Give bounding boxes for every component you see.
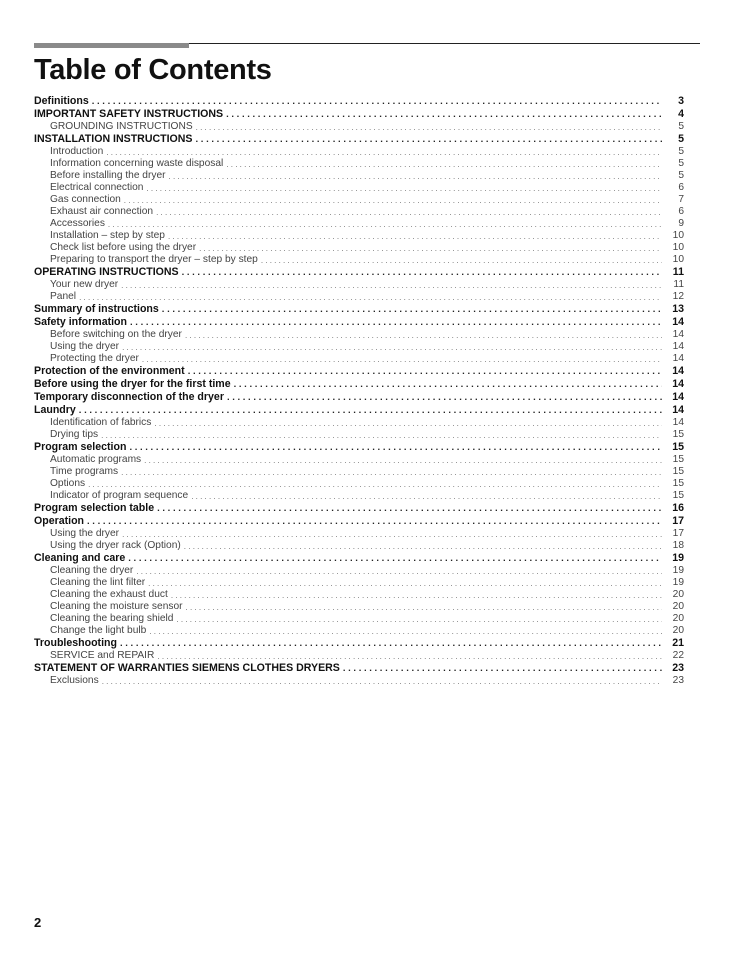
toc-section-entry[interactable]: [34, 502, 684, 514]
toc-entry-label: Summary of instructions: [34, 302, 159, 315]
toc-entry-page: 20: [672, 612, 684, 624]
toc-entry-label: Laundry: [34, 404, 76, 417]
table-of-contents: [34, 95, 684, 686]
toc-entry-label: Using the dryer: [50, 340, 120, 352]
toc-entry-label: Information concerning waste disposal: [50, 158, 224, 169]
toc-subsection-entry[interactable]: [34, 588, 684, 600]
toc-entry-label: Identification of fabrics: [50, 417, 152, 428]
dot-leader: [141, 456, 662, 465]
toc-subsection-entry[interactable]: [34, 181, 684, 193]
toc-entry-page: 23: [672, 674, 684, 686]
toc-entry-label: Exhaust air connection: [50, 205, 154, 217]
toc-entry-label: Time programs: [50, 465, 119, 477]
toc-section-entry[interactable]: [34, 404, 684, 416]
toc-entry-page: 20: [672, 600, 684, 612]
toc-entry-page: 5: [678, 121, 684, 132]
dot-leader: [223, 109, 662, 120]
toc-entry-page: 5: [678, 169, 684, 181]
dot-leader: [154, 503, 662, 514]
toc-entry-page: 9: [678, 217, 684, 229]
toc-entry-label: Panel: [50, 290, 77, 302]
toc-entry-label: GROUNDING INSTRUCTIONS: [50, 121, 193, 132]
toc-entry-label: Cleaning and care: [34, 552, 126, 565]
toc-section-entry[interactable]: [34, 95, 684, 107]
toc-section-entry[interactable]: [34, 441, 684, 453]
toc-entry-label: Preparing to transport the dryer – step by step: [50, 253, 258, 265]
toc-subsection-entry[interactable]: [34, 477, 684, 489]
toc-entry-page: 18: [672, 539, 684, 551]
toc-entry-page: 11: [672, 265, 684, 278]
toc-entry-page: 14: [672, 352, 684, 364]
dot-leader: [258, 256, 662, 265]
page-number: 2: [34, 915, 42, 930]
dot-leader: [89, 96, 662, 107]
toc-entry-label: Operation: [34, 515, 85, 528]
toc-section-entry[interactable]: [34, 662, 684, 674]
toc-entry-label: Accessories: [50, 217, 105, 229]
toc-entry-label: IMPORTANT SAFETY INSTRUCTIONS: [34, 108, 224, 121]
toc-subsection-entry[interactable]: [34, 576, 684, 588]
toc-subsection-entry[interactable]: [34, 145, 684, 157]
dot-leader: [223, 160, 662, 169]
toc-subsection-entry[interactable]: [34, 193, 684, 205]
toc-subsection-entry[interactable]: [34, 278, 684, 290]
toc-entry-label: Cleaning the exhaust duct: [50, 588, 168, 600]
dot-leader: [173, 615, 662, 624]
dot-leader: [76, 405, 662, 416]
dot-leader: [119, 343, 662, 352]
toc-entry-label: Program selection: [34, 441, 127, 454]
toc-entry-label: Definitions: [34, 94, 89, 107]
dot-leader: [125, 553, 662, 564]
toc-entry-label: Using the dryer: [50, 528, 120, 539]
dot-leader: [139, 355, 662, 364]
toc-entry-label: INSTALLATION INSTRUCTIONS: [34, 133, 193, 146]
dot-leader: [103, 148, 662, 157]
toc-entry-label: Gas connection: [50, 193, 121, 205]
dot-leader: [105, 220, 662, 229]
toc-section-entry[interactable]: [34, 391, 684, 403]
toc-entry-label: Automatic programs: [50, 454, 142, 465]
toc-entry-label: Program selection table: [34, 501, 155, 514]
toc-entry-label: Cleaning the moisture sensor: [50, 600, 183, 612]
toc-entry-page: 6: [678, 205, 684, 217]
toc-subsection-entry[interactable]: [34, 169, 684, 181]
toc-subsection-entry[interactable]: [34, 157, 684, 169]
toc-subsection-entry[interactable]: [34, 229, 684, 241]
dot-leader: [133, 567, 662, 576]
toc-subsection-entry[interactable]: [34, 120, 684, 132]
dot-leader: [183, 603, 662, 612]
toc-entry-page: 21: [672, 636, 684, 649]
toc-subsection-entry[interactable]: [34, 205, 684, 217]
toc-subsection-entry[interactable]: [34, 539, 684, 551]
toc-entry-page: 15: [672, 489, 684, 501]
dot-leader: [84, 516, 662, 527]
toc-entry-page: 4: [678, 108, 684, 121]
toc-entry-label: Before using the dryer for the first time: [34, 377, 231, 390]
toc-section-entry[interactable]: [34, 303, 684, 315]
toc-entry-page: 14: [672, 377, 684, 390]
dot-leader: [145, 579, 662, 588]
dot-leader: [224, 392, 662, 403]
toc-subsection-entry[interactable]: [34, 253, 684, 265]
toc-section-entry[interactable]: [34, 108, 684, 120]
toc-entry-label: Drying tips: [50, 428, 99, 440]
toc-subsection-entry[interactable]: [34, 624, 684, 636]
dot-leader: [119, 530, 662, 539]
header-accent-bar: [34, 43, 189, 48]
toc-entry-label: Installation – step by step: [50, 229, 165, 241]
toc-subsection-entry[interactable]: [34, 489, 684, 501]
toc-entry-page: 14: [672, 364, 684, 377]
dot-leader: [196, 244, 662, 253]
dot-leader: [188, 492, 662, 501]
toc-entry-page: 14: [672, 417, 684, 428]
toc-entry-page: 15: [672, 428, 684, 440]
toc-entry-page: 10: [672, 241, 684, 253]
toc-section-entry[interactable]: [34, 378, 684, 390]
dot-leader: [126, 442, 662, 453]
toc-subsection-entry[interactable]: [34, 600, 684, 612]
dot-leader: [118, 281, 662, 290]
dot-leader: [165, 232, 662, 241]
dot-leader: [193, 134, 662, 145]
toc-entry-label: Electrical connection: [50, 181, 144, 193]
dot-leader: [182, 331, 662, 340]
toc-section-entry[interactable]: [34, 316, 684, 328]
toc-subsection-entry[interactable]: [34, 241, 684, 253]
toc-entry-label: Exclusions: [50, 674, 99, 686]
dot-leader: [168, 591, 662, 600]
toc-entry-page: 22: [672, 649, 684, 661]
toc-entry-label: Cleaning the bearing shield: [50, 612, 174, 624]
page-title: Table of Contents: [34, 54, 272, 86]
toc-section-entry[interactable]: [34, 365, 684, 377]
dot-leader: [98, 431, 662, 440]
toc-subsection-entry[interactable]: [34, 674, 684, 686]
toc-entry-page: 10: [672, 229, 684, 241]
dot-leader: [146, 627, 662, 636]
toc-entry-page: 17: [672, 528, 684, 539]
dot-leader: [76, 293, 662, 302]
toc-entry-page: 5: [678, 133, 684, 146]
toc-subsection-entry[interactable]: [34, 290, 684, 302]
toc-entry-label: Indicator of program sequence: [50, 489, 189, 501]
toc-entry-page: 20: [672, 624, 684, 636]
toc-entry-page: 19: [672, 576, 684, 588]
toc-entry-page: 7: [678, 193, 684, 205]
toc-entry-page: 14: [672, 404, 684, 417]
toc-subsection-entry[interactable]: [34, 217, 684, 229]
toc-entry-label: Check list before using the dryer: [50, 241, 197, 253]
toc-entry-page: 15: [672, 441, 684, 454]
toc-subsection-entry[interactable]: [34, 465, 684, 477]
toc-entry-label: Cleaning the dryer: [50, 565, 134, 576]
toc-subsection-entry[interactable]: [34, 328, 684, 340]
toc-entry-label: OPERATING INSTRUCTIONS: [34, 265, 179, 278]
toc-entry-page: 14: [672, 315, 684, 328]
toc-entry-page: 20: [672, 588, 684, 600]
toc-entry-page: 14: [672, 340, 684, 352]
toc-subsection-entry[interactable]: [34, 649, 684, 661]
toc-entry-page: 23: [672, 661, 684, 674]
toc-entry-page: 11: [673, 278, 684, 290]
toc-entry-page: 12: [672, 290, 684, 302]
dot-leader: [159, 304, 662, 315]
toc-subsection-entry[interactable]: [34, 453, 684, 465]
dot-leader: [85, 480, 662, 489]
toc-subsection-entry[interactable]: [34, 612, 684, 624]
toc-entry-label: Using the dryer rack (Option): [50, 539, 181, 551]
toc-entry-page: 3: [678, 94, 684, 107]
toc-section-entry[interactable]: [34, 637, 684, 649]
toc-section-entry[interactable]: [34, 133, 684, 145]
dot-leader: [117, 638, 662, 649]
toc-subsection-entry[interactable]: [34, 416, 684, 428]
toc-entry-page: 5: [678, 158, 684, 169]
toc-entry-label: Before installing the dryer: [50, 169, 166, 181]
dot-leader: [121, 196, 662, 205]
toc-entry-label: Before switching on the dryer: [50, 328, 182, 340]
toc-entry-label: Troubleshooting: [34, 636, 117, 649]
dot-leader: [231, 379, 662, 390]
dot-leader: [151, 419, 662, 428]
toc-entry-label: STATEMENT OF WARRANTIES SIEMENS CLOTHES DRYERS: [34, 661, 340, 674]
toc-entry-page: 5: [678, 146, 684, 158]
toc-subsection-entry[interactable]: [34, 527, 684, 539]
dot-leader: [143, 184, 662, 193]
toc-section-entry[interactable]: [34, 515, 684, 527]
toc-entry-page: 15: [672, 477, 684, 489]
toc-subsection-entry[interactable]: [34, 352, 684, 364]
toc-entry-page: 17: [672, 515, 684, 528]
dot-leader: [127, 317, 662, 328]
dot-leader: [153, 208, 662, 217]
toc-entry-label: Options: [50, 477, 86, 489]
toc-subsection-entry[interactable]: [34, 428, 684, 440]
toc-entry-label: Temporary disconnection of the dryer: [34, 390, 224, 403]
toc-entry-label: Your new dryer: [50, 278, 119, 290]
toc-entry-label: Change the light bulb: [50, 624, 147, 636]
toc-subsection-entry[interactable]: [34, 564, 684, 576]
dot-leader: [154, 652, 662, 661]
toc-entry-label: Cleaning the lint filter: [50, 576, 146, 588]
dot-leader: [185, 366, 662, 377]
toc-entry-label: Introduction: [50, 146, 104, 158]
toc-entry-page: 19: [672, 565, 684, 576]
dot-leader: [99, 677, 662, 686]
toc-entry-label: SERVICE and REPAIR: [50, 649, 155, 661]
toc-entry-label: Protecting the dryer: [50, 352, 139, 364]
toc-entry-page: 6: [678, 181, 684, 193]
toc-entry-page: 15: [672, 454, 684, 465]
dot-leader: [181, 542, 662, 551]
toc-entry-label: Safety information: [34, 315, 128, 328]
toc-entry-page: 15: [672, 465, 684, 477]
toc-entry-label: Protection of the environment: [34, 364, 185, 377]
toc-section-entry[interactable]: [34, 266, 684, 278]
dot-leader: [118, 468, 662, 477]
toc-entry-page: 14: [672, 390, 684, 403]
dot-leader: [193, 123, 662, 132]
toc-subsection-entry[interactable]: [34, 340, 684, 352]
dot-leader: [340, 663, 662, 674]
toc-entry-page: 16: [672, 501, 684, 514]
toc-entry-page: 14: [672, 328, 684, 340]
toc-section-entry[interactable]: [34, 552, 684, 564]
toc-entry-page: 13: [672, 302, 684, 315]
dot-leader: [179, 267, 662, 278]
toc-entry-page: 10: [672, 253, 684, 265]
dot-leader: [166, 172, 662, 181]
toc-entry-page: 19: [672, 552, 684, 565]
